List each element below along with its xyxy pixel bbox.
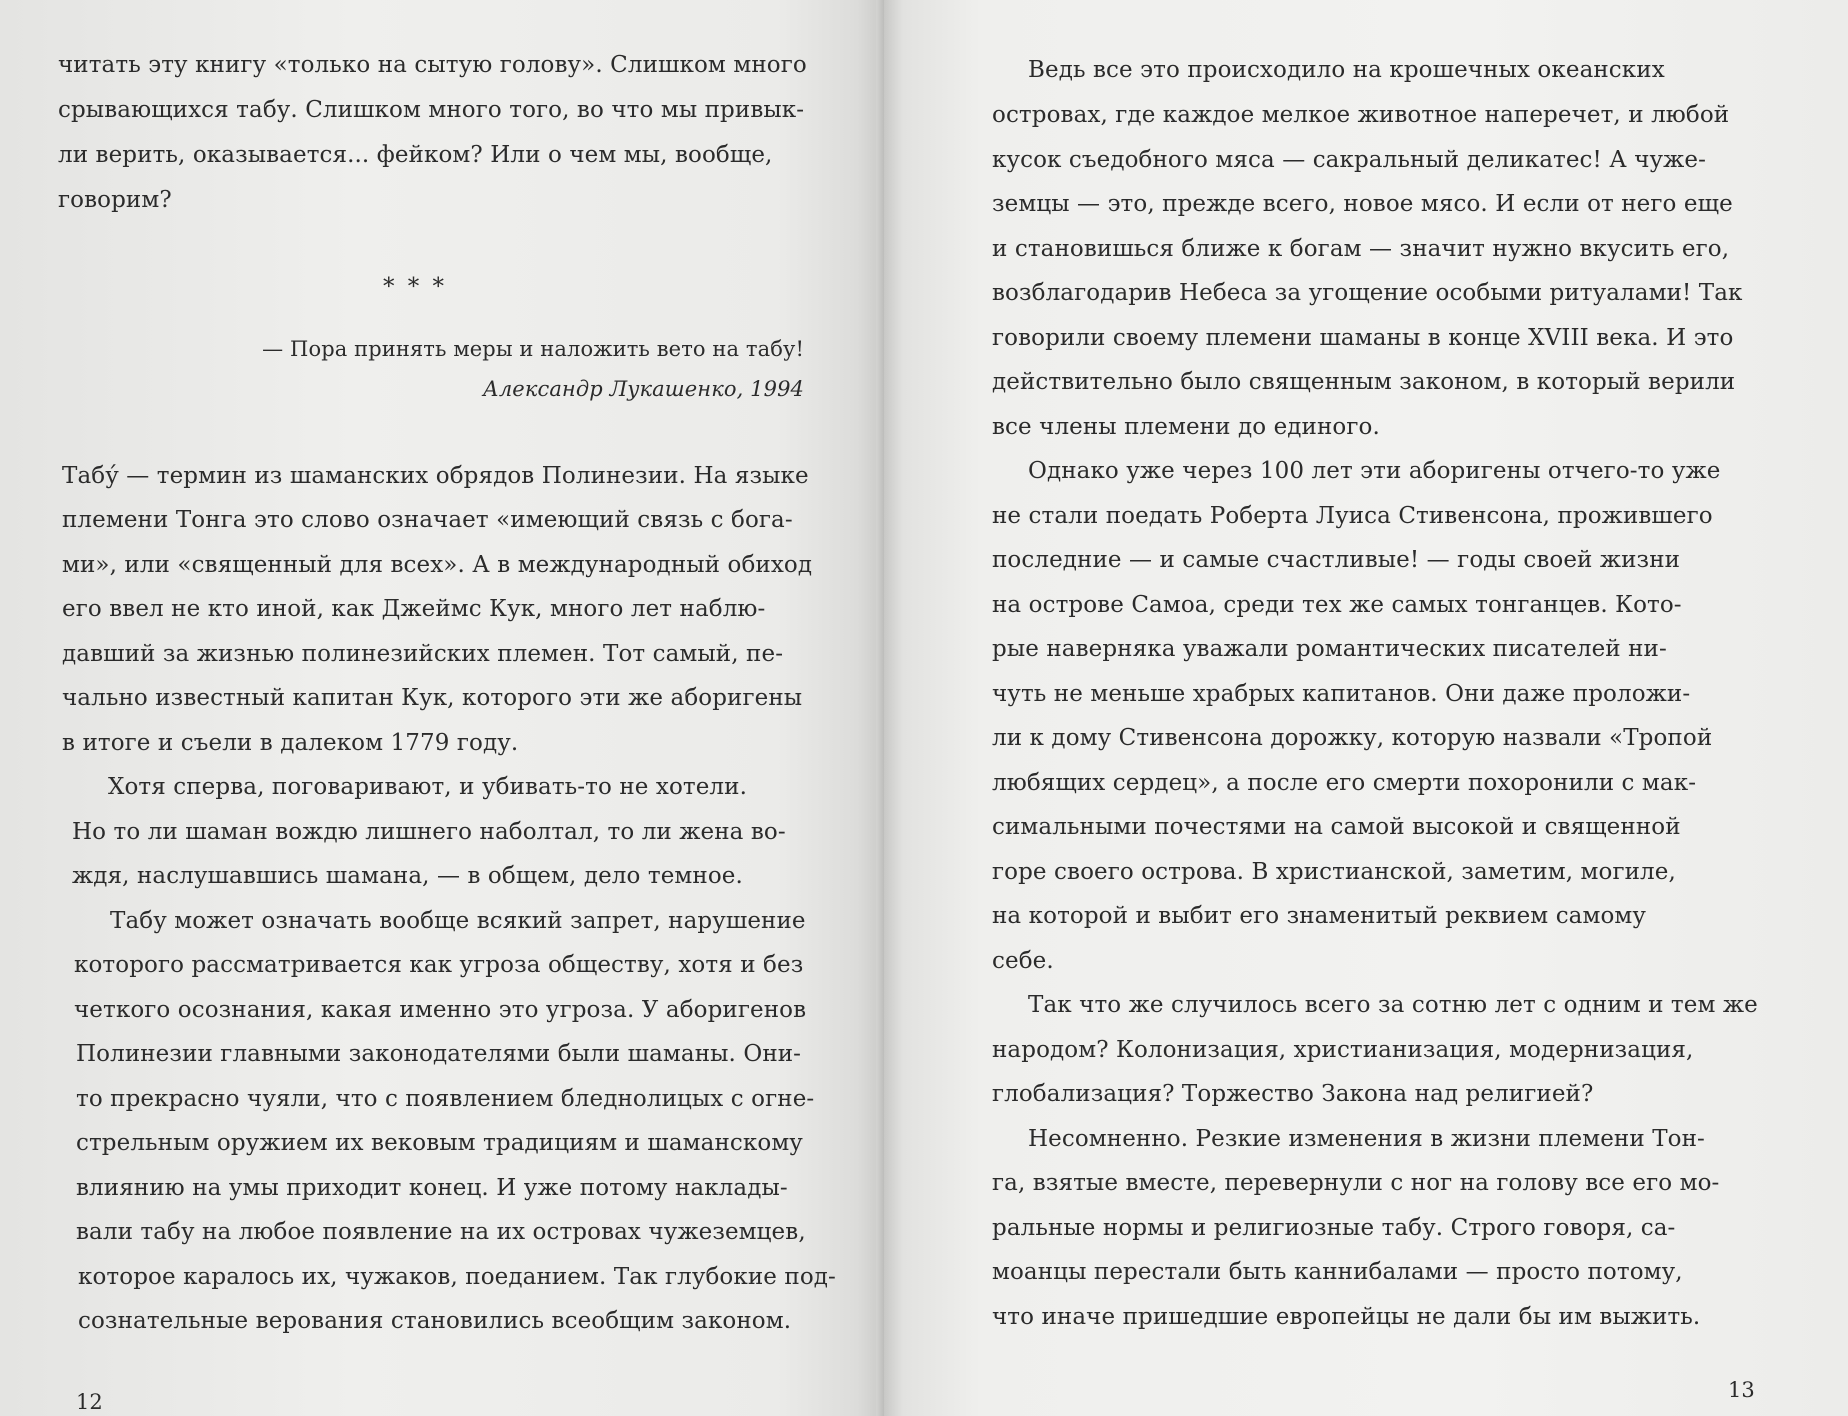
text-line: говорим? [58,187,172,213]
text-line: и становишься ближе к богам — значит нужно вкусить его, [992,236,1730,262]
text-line: ждя, наслушавшись шамана, — в общем, дело темное. [72,863,743,889]
text-line: не стали поедать Роберта Луиса Стивенсона, прожившего [992,503,1713,529]
left-page [0,0,884,1416]
text-line: в итоге и съели в далеком 1779 году. [62,730,519,756]
text-line: все члены племени до единого. [992,414,1380,440]
text-line: возблагодарив Небеса за угощение особыми ритуалами! Так [992,280,1743,306]
text-line: сознательные верования становились всеобщим законом. [78,1308,792,1334]
text-line: чуть не меньше храбрых капитанов. Они даже проложи- [992,681,1691,707]
text-line: читать эту книгу «только на сытую голову». Слишком много [58,52,807,78]
text-line: га, взятые вместе, перевернули с ног на голову все его мо- [992,1170,1720,1196]
text-line: четкого осознания, какая именно это угроза. У аборигенов [74,997,807,1023]
text-line: что иначе пришедшие европейцы не дали бы им выжить. [992,1304,1701,1330]
text-line: Но то ли шаман вождю лишнего наболтал, то ли жена во- [72,819,786,845]
text-line: ральные нормы и религиозные табу. Строго говоря, са- [992,1215,1676,1241]
text-line: которое каралось их, чужаков, поеданием. Так глубокие под- [78,1264,836,1290]
text-line: Хотя сперва, поговаривают, и убивать-то не хотели. [108,774,747,800]
text-line: на которой и выбит его знаменитый реквием самому [992,903,1647,929]
right-page [884,0,1848,1416]
text-line: симальными почестями на самой высокой и священной [992,814,1681,840]
text-line: племени Тонга это слово означает «имеющий связь с бога- [62,507,793,533]
text-line: Несомненно. Резкие изменения в жизни племени Тон- [1028,1126,1705,1152]
text-line: себе. [992,948,1054,974]
text-line: последние — и самые счастливые! — годы своей жизни [992,547,1681,573]
text-line: любящих сердец», а после его смерти похоронили с мак- [992,770,1697,796]
text-line: островах, где каждое мелкое животное наперечет, и любой [992,102,1730,128]
text-line: горе своего острова. В христианской, заметим, могиле, [992,859,1676,885]
text-line: ли к дому Стивенсона дорожку, которую назвали «Тропой [992,725,1713,751]
text-line: ли верить, оказывается... фейком? Или о чем мы, вообще, [58,142,773,168]
text-line: давший за жизнью полинезийских племен. Тот самый, пе- [62,641,784,667]
text-line: говорили своему племени шаманы в конце XVIII века. И это [992,325,1734,351]
text-line: ми», или «священный для всех». А в международный обиход [62,552,813,578]
section-separator: * * * [382,274,448,300]
text-line: влиянию на умы приходит конец. И уже потому наклады- [76,1175,788,1201]
text-line: чально известный капитан Кук, которого эти же аборигены [62,685,803,711]
text-line: то прекрасно чуяли, что с появлением бледнолицых с огне- [76,1086,815,1112]
text-line: Полинезии главными законодателями были шаманы. Они- [76,1041,802,1067]
page-number: 13 [1728,1378,1755,1402]
text-line: глобализация? Торжество Закона над религией? [992,1081,1594,1107]
text-line: действительно было священным законом, в который верили [992,369,1736,395]
text-line: кусок съедобного мяса — сакральный деликатес! А чуже- [992,147,1706,173]
text-line: которого рассматривается как угроза обществу, хотя и без [74,952,804,978]
text-line: Так что же случилось всего за сотню лет с одним и тем же [1028,992,1758,1018]
epigraph-quote: — Пора принять меры и наложить вето на табу! [262,337,804,361]
text-line: Табу́ — термин из шаманских обрядов Полинезии. На языке [62,463,809,489]
text-line: его ввел не кто иной, как Джеймс Кук, много лет наблю- [62,596,766,622]
text-line: Ведь все это происходило на крошечных океанских [1028,57,1665,83]
epigraph-author: Александр Лукашенко, 1994 [482,377,804,401]
text-line: Однако уже через 100 лет эти аборигены отчего-то уже [1028,458,1721,484]
text-line: народом? Колонизация, христианизация, модернизация, [992,1037,1694,1063]
text-line: рые наверняка уважали романтических писателей ни- [992,636,1667,662]
text-line: стрельным оружием их вековым традициям и шаманскому [76,1130,803,1156]
text-line: моанцы перестали быть каннибалами — просто потому, [992,1259,1683,1285]
text-line: вали табу на любое появление на их островах чужеземцев, [76,1219,806,1245]
page-number: 12 [76,1390,103,1414]
text-line: срывающихся табу. Слишком много того, во что мы привык- [58,97,805,123]
text-line: на острове Самоа, среди тех же самых тонганцев. Кото- [992,592,1682,618]
text-line: Табу может означать вообще всякий запрет, нарушение [110,908,806,934]
text-line: земцы — это, прежде всего, новое мясо. И если от него еще [992,191,1733,217]
